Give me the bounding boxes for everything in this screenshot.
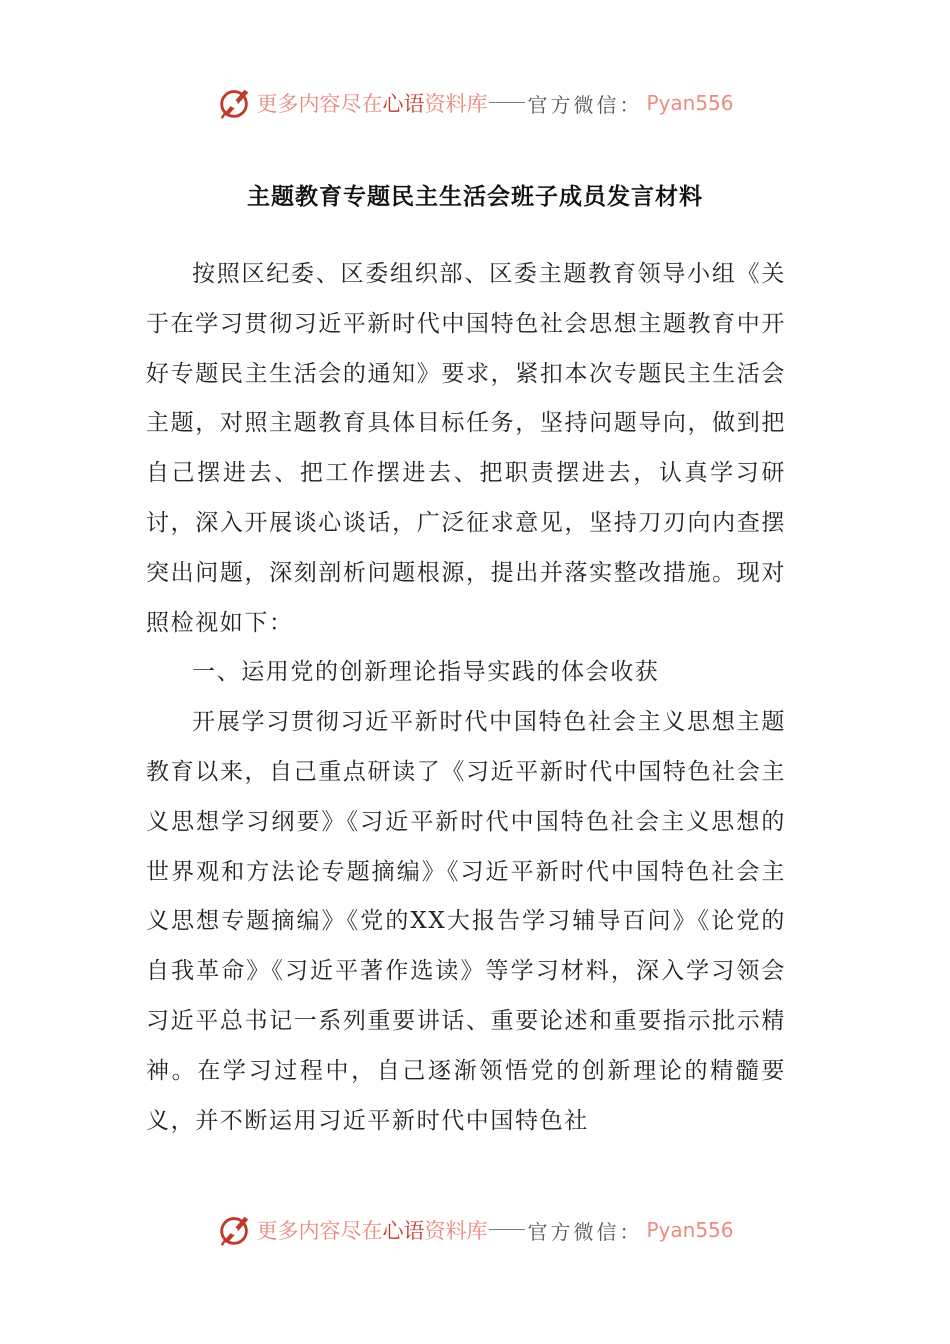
watermark-banner-bottom [0,1210,950,1250]
watermark-official-label: 官方微信： [527,92,643,117]
watermark-banner-top [0,83,950,123]
document-title: 主题教育专题民主生活会班子成员发言材料 [247,183,703,210]
watermark-official-label: 官方微信： [527,1219,643,1244]
quill-logo-icon [216,84,254,122]
paragraph-intro: 按照区纪委、区委组织部、区委主题教育领导小组《关于在学习贯彻习近平新时代中国特色社会思想主题教育中开好专题民主生活会的通知》要求，紧扣本次专题民主生活会主题，对照主题教育具体目标任务，坚持问题导向，做到把自己摆进去、把工作摆进去、把职责摆进去，认真学习研讨，深入开展谈心谈话，广泛征求意见，坚持刀刃向内查摆突出问题，深刻剖析问题根源，提出并落实整改措施。现对照检视如下： [146,261,786,636]
quill-logo-icon [216,1211,254,1249]
watermark-brand: 更多内容尽在心语资料库 [256,1219,488,1243]
section-heading: 一、运用党的创新理论指导实践的体会收获 [192,659,660,686]
watermark-wechat-id: Pyan556 [646,1218,734,1242]
watermark-dash [489,102,525,103]
document-body [146,250,786,1146]
watermark-dash [489,1229,525,1230]
watermark-brand: 更多内容尽在心语资料库 [256,92,488,116]
paragraph-study: 开展学习贯彻习近平新时代中国特色社会主义思想主题教育以来，自己重点研读了《习近平新时代中国特色社会主义思想学习纲要》《习近平新时代中国特色社会主义思想的世界观和方法论专题摘编》《习近平新时代中国特色社会主义思想专题摘编》《党的XX大报告学习辅导百问》《论党的自我革命》《习近平著作选读》等学习材料，深入学习领会习近平总书记一系列重要讲话、重要论述和重要指示批示精神。在学习过程中，自己逐渐领悟党的创新理论的精髓要义，并不断运用习近平新时代中国特色社 [146,709,786,1134]
watermark-wechat-id: Pyan556 [646,91,734,115]
